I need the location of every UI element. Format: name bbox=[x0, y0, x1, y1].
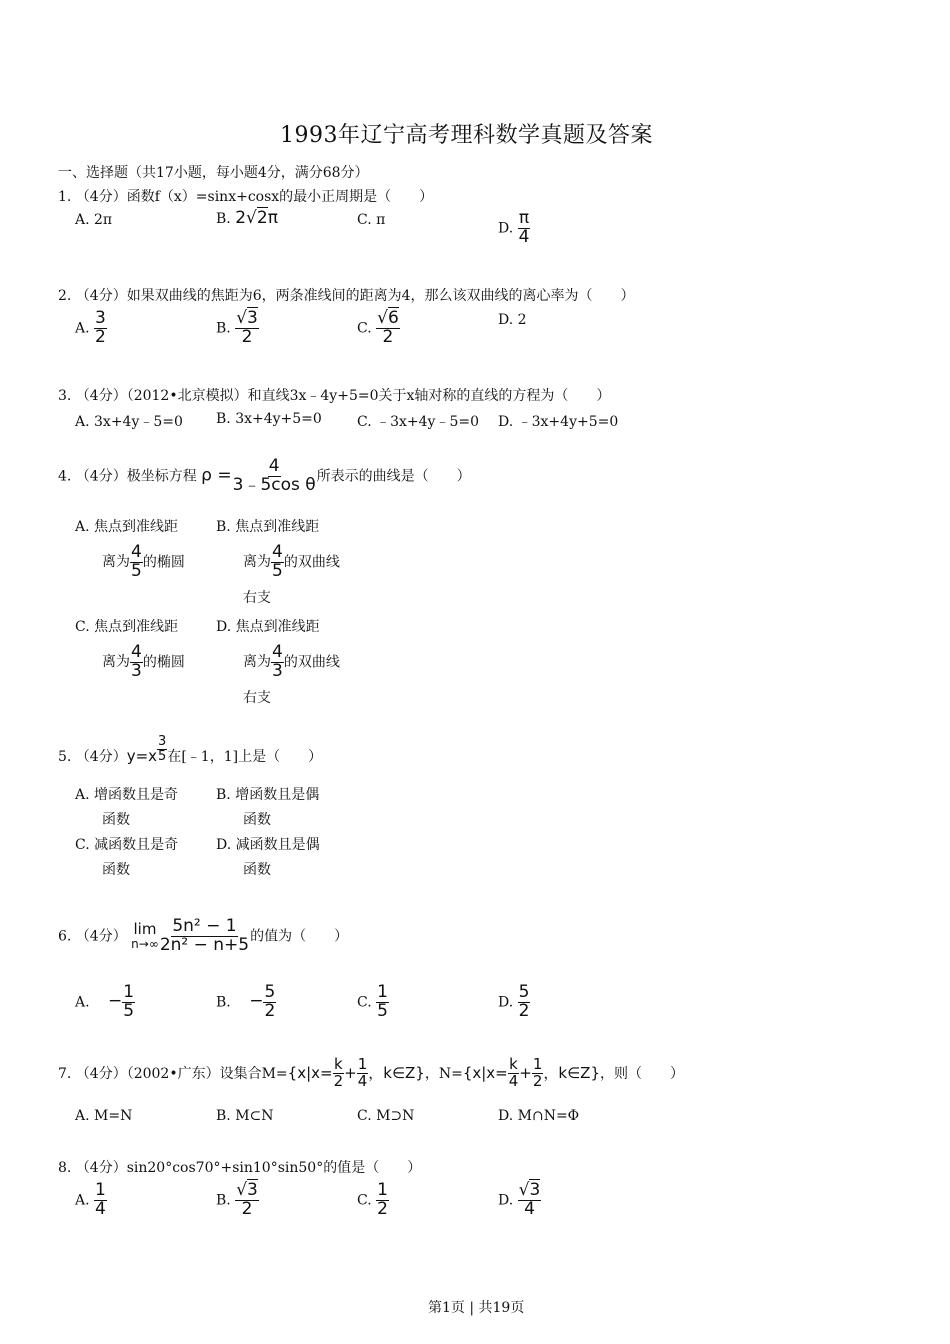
q5-option-b: B. 增函数且是偶 函数 bbox=[216, 787, 320, 828]
question-7-stem: 7. （4分）（2002•广东）设集合M={x|x= $\frac{k}{2}$ + $\frac{1}{4}$ ，k∈Z}，N={x|x= $\frac{k}{4}$ + $\frac{1}{2}$ ，k∈Z}，则（ ） bbox=[58, 1055, 684, 1090]
q4-option-b: B. 焦点到准线距 离为 $\frac{4}{5}$ 的双曲线 右支 bbox=[216, 519, 340, 606]
page-title: 1993年辽宁高考理科数学真题及答案 bbox=[280, 123, 653, 148]
q4-option-c: C. 焦点到准线距 离为 $\frac{4}{3}$ 的椭圆 bbox=[75, 619, 185, 681]
question-2-stem: 2. （4分）如果双曲线的焦距为6，两条准线间的距离为4，那么该双曲线的离心率为（ ） bbox=[58, 288, 635, 304]
q3-option-d: D. ﹣3x+4y+5=0 bbox=[498, 414, 619, 430]
q1-option-d: D. $\frac{\pi}{4}$ bbox=[498, 208, 530, 247]
q8-option-b: B. $\frac{√3}{2}$ bbox=[216, 1180, 258, 1219]
q1-option-b: B. 2√2π bbox=[216, 208, 278, 228]
q4-option-d: D. 焦点到准线距 离为 $\frac{4}{3}$ 的双曲线 右支 bbox=[216, 619, 340, 706]
q1-option-c: C. π bbox=[357, 212, 386, 228]
q3-option-b: B. 3x+4y+5=0 bbox=[216, 411, 322, 427]
q6-option-a: A. − $\frac{1}{5}$ bbox=[75, 982, 135, 1021]
q7-option-b: B. M⊂N bbox=[216, 1108, 274, 1124]
q2-option-a: A. $\frac{3}{2}$ bbox=[75, 308, 106, 347]
q2-option-d: D. 2 bbox=[498, 312, 527, 328]
q2-option-c: C. $\frac{√6}{2}$ bbox=[357, 308, 399, 347]
question-3-stem: 3. （4分）（2012•北京模拟）和直线3x﹣4y+5=0关于x轴对称的直线的方程为（ ） bbox=[58, 388, 611, 404]
q8-option-d: D. $\frac{√3}{4}$ bbox=[498, 1180, 541, 1219]
q4-option-a: A. 焦点到准线距 离为 $\frac{4}{5}$ 的椭圆 bbox=[75, 519, 185, 581]
question-5-stem: 5. （4分）y=x $\frac{3}{5}$ 在[﹣1，1]上是（ ） bbox=[58, 734, 323, 765]
q8-option-c: C. $\frac{1}{2}$ bbox=[357, 1180, 388, 1219]
question-8-stem: 8. （4分）sin20°cos70°+sin10°sin50°的值是（ ） bbox=[58, 1160, 422, 1176]
question-6-stem: 6. （4分） lim n→∞ $\frac{\text{5n² − 1}}{\text{2n² − n+5}}$ 的值为（ ） bbox=[58, 916, 349, 955]
section-heading: 一、选择题（共17小题，每小题4分，满分68分） bbox=[58, 165, 369, 181]
question-4-stem: 4. （4分）极坐标方程 ρ = $\frac{4}{\text{3﹣5cos θ}}$ 所表示的曲线是（ ） bbox=[58, 456, 471, 495]
q5-option-d: D. 减函数且是偶 函数 bbox=[216, 837, 320, 878]
q8-option-a: A. $\frac{1}{4}$ bbox=[75, 1180, 106, 1219]
q2-option-b: B. $\frac{√3}{2}$ bbox=[216, 308, 258, 347]
q6-option-d: D. $\frac{5}{2}$ bbox=[498, 982, 530, 1021]
q3-option-a: A. 3x+4y﹣5=0 bbox=[75, 414, 183, 430]
q7-option-c: C. M⊃N bbox=[357, 1108, 415, 1124]
q3-option-c: C. ﹣3x+4y﹣5=0 bbox=[357, 414, 480, 430]
q7-option-d: D. M∩N=Φ bbox=[498, 1108, 580, 1124]
q5-option-a: A. 增函数且是奇 函数 bbox=[75, 787, 179, 828]
q6-option-b: B. − $\frac{5}{2}$ bbox=[216, 982, 276, 1021]
q5-option-c: C. 减函数且是奇 函数 bbox=[75, 837, 179, 878]
question-1-stem: 1. （4分）函数f（x）=sinx+cosx的最小正周期是（ ） bbox=[58, 189, 434, 205]
page-footer: 第1页 | 共19页 bbox=[428, 1300, 525, 1316]
q7-option-a: A. M=N bbox=[75, 1108, 133, 1124]
q1-option-a: A. 2π bbox=[75, 212, 113, 228]
q6-option-c: C. $\frac{1}{5}$ bbox=[357, 982, 388, 1021]
